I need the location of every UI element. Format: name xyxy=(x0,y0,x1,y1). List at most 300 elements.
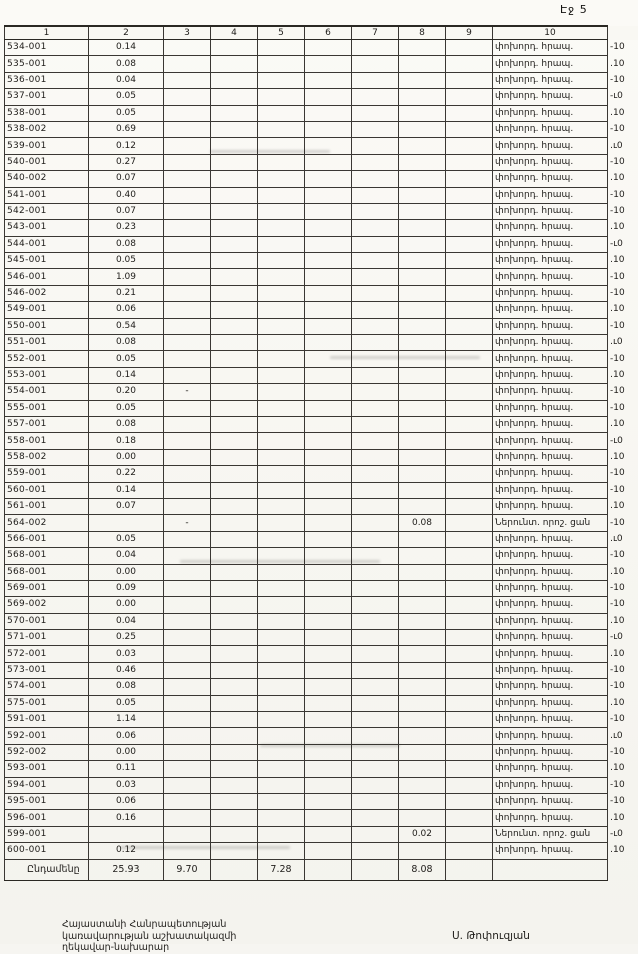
cell-value-col2: 0.00 xyxy=(89,744,164,760)
cell-col9 xyxy=(446,220,493,236)
header-row xyxy=(5,26,638,40)
cell-col4 xyxy=(211,744,258,760)
cell-value-col2: 0.18 xyxy=(89,433,164,449)
totals-col10 xyxy=(493,859,608,880)
cell-note: փոխորդ. հրապ. xyxy=(493,580,608,596)
cell-col5 xyxy=(258,449,305,465)
totals-col2: 25.93 xyxy=(89,859,164,880)
cell-note: փոխորդ. հրապ. xyxy=(493,253,608,269)
cell-col3 xyxy=(164,203,211,219)
cell-col6 xyxy=(305,744,352,760)
cell-value-col8 xyxy=(399,318,446,334)
cell-col4 xyxy=(211,580,258,596)
cell-value-col8 xyxy=(399,416,446,432)
cell-col5 xyxy=(258,318,305,334)
cell-col4 xyxy=(211,662,258,678)
cell-note: փոխորդ. հրապ. xyxy=(493,449,608,465)
cell-code: 540-001 xyxy=(5,154,89,170)
column-header-9: 9 xyxy=(446,26,493,40)
margin-mark: -10 xyxy=(608,40,638,56)
cell-col3 xyxy=(164,138,211,154)
cell-code: 570-001 xyxy=(5,613,89,629)
cell-value-col8 xyxy=(399,548,446,564)
cell-col9 xyxy=(446,613,493,629)
table-row xyxy=(5,630,638,646)
cell-col7 xyxy=(352,613,399,629)
margin-mark: ֊10 xyxy=(608,384,638,400)
cell-col5 xyxy=(258,416,305,432)
cell-note: փոխորդ. հրապ. xyxy=(493,712,608,728)
cell-note: փոխորդ. հրապ. xyxy=(493,777,608,793)
cell-note: փոխորդ. հրապ. xyxy=(493,679,608,695)
cell-col7 xyxy=(352,777,399,793)
cell-col9 xyxy=(446,285,493,301)
margin-mark: ․ւ0 xyxy=(608,335,638,351)
column-header-1: 1 xyxy=(5,26,89,40)
cell-col7 xyxy=(352,580,399,596)
table-row xyxy=(5,466,638,482)
cell-col4 xyxy=(211,531,258,547)
cell-value-col2: 0.22 xyxy=(89,466,164,482)
margin-mark: ․ւ0 xyxy=(608,728,638,744)
table-row xyxy=(5,154,638,170)
cell-col5 xyxy=(258,285,305,301)
cell-col4 xyxy=(211,40,258,56)
cell-col7 xyxy=(352,367,399,383)
table-row xyxy=(5,482,638,498)
table-row xyxy=(5,269,638,285)
cell-col4 xyxy=(211,843,258,859)
cell-col4 xyxy=(211,679,258,695)
cell-note: փոխորդ. հրապ. xyxy=(493,335,608,351)
cell-col7 xyxy=(352,154,399,170)
cell-col9 xyxy=(446,662,493,678)
cell-note: փոխորդ. հրապ. xyxy=(493,728,608,744)
cell-col5 xyxy=(258,482,305,498)
table-row xyxy=(5,416,638,432)
cell-value-col2: 0.08 xyxy=(89,236,164,252)
margin-mark xyxy=(608,859,638,880)
column-header-5: 5 xyxy=(258,26,305,40)
column-header-3: 3 xyxy=(164,26,211,40)
cell-value-col2: 0.00 xyxy=(89,597,164,613)
cell-value-col2: 1.09 xyxy=(89,269,164,285)
cell-col5 xyxy=(258,351,305,367)
cell-code: 537-001 xyxy=(5,89,89,105)
cell-col7 xyxy=(352,269,399,285)
margin-mark: -ւ0 xyxy=(608,630,638,646)
cell-col5 xyxy=(258,138,305,154)
cell-col3 xyxy=(164,253,211,269)
cell-value-col8 xyxy=(399,810,446,826)
cell-col3 xyxy=(164,712,211,728)
cell-col9 xyxy=(446,826,493,842)
table-row xyxy=(5,40,638,56)
cell-code: 538-001 xyxy=(5,105,89,121)
cell-note: Ներունտ. որոշ. ցան xyxy=(493,826,608,842)
column-header-6: 6 xyxy=(305,26,352,40)
cell-col6 xyxy=(305,400,352,416)
cell-col3 xyxy=(164,121,211,137)
cell-value-col8 xyxy=(399,564,446,580)
cell-col7 xyxy=(352,416,399,432)
cell-col3 xyxy=(164,318,211,334)
cell-col7 xyxy=(352,335,399,351)
cell-col4 xyxy=(211,826,258,842)
cell-value-col8 xyxy=(399,679,446,695)
cell-value-col8 xyxy=(399,580,446,596)
cell-value-col8 xyxy=(399,531,446,547)
cell-note: փոխորդ. հրապ. xyxy=(493,318,608,334)
cell-col4 xyxy=(211,89,258,105)
cell-col9 xyxy=(446,515,493,531)
cell-value-col8 xyxy=(399,285,446,301)
cell-code: 564-002 xyxy=(5,515,89,531)
cell-col4 xyxy=(211,613,258,629)
cell-col7 xyxy=(352,793,399,809)
cell-col4 xyxy=(211,302,258,318)
cell-col5 xyxy=(258,728,305,744)
cell-col3 xyxy=(164,810,211,826)
cell-col7 xyxy=(352,253,399,269)
cell-col4 xyxy=(211,105,258,121)
cell-value-col2: 0.05 xyxy=(89,89,164,105)
cell-col9 xyxy=(446,384,493,400)
cell-col3 xyxy=(164,89,211,105)
table-row xyxy=(5,335,638,351)
cell-col4 xyxy=(211,384,258,400)
cell-col9 xyxy=(446,793,493,809)
cell-col3 xyxy=(164,367,211,383)
cell-col6 xyxy=(305,498,352,514)
margin-mark: ․10 xyxy=(608,416,638,432)
table-row xyxy=(5,826,638,842)
margin-mark: ․10 xyxy=(608,56,638,72)
cell-value-col8 xyxy=(399,433,446,449)
cell-col4 xyxy=(211,203,258,219)
cell-col7 xyxy=(352,761,399,777)
cell-value-col8 xyxy=(399,613,446,629)
cell-col4 xyxy=(211,154,258,170)
cell-value-col8 xyxy=(399,646,446,662)
cell-value-col2: 0.07 xyxy=(89,203,164,219)
cell-col6 xyxy=(305,531,352,547)
cell-col3 xyxy=(164,72,211,88)
cell-col7 xyxy=(352,187,399,203)
cell-col9 xyxy=(446,761,493,777)
cell-col6 xyxy=(305,318,352,334)
table-row xyxy=(5,121,638,137)
cell-code: 538-002 xyxy=(5,121,89,137)
cell-col9 xyxy=(446,367,493,383)
cell-value-col2: 0.03 xyxy=(89,646,164,662)
cell-note: փոխորդ. հրապ. xyxy=(493,89,608,105)
cell-code: 544-001 xyxy=(5,236,89,252)
cell-col3 xyxy=(164,269,211,285)
margin-mark: ․10 xyxy=(608,449,638,465)
cell-col7 xyxy=(352,728,399,744)
cell-col4 xyxy=(211,777,258,793)
cell-col3 xyxy=(164,171,211,187)
margin-mark: ․10 xyxy=(608,564,638,580)
cell-col7 xyxy=(352,449,399,465)
margin-mark: ֊10 xyxy=(608,187,638,203)
cell-col5 xyxy=(258,531,305,547)
cell-col7 xyxy=(352,105,399,121)
cell-col7 xyxy=(352,482,399,498)
table-row xyxy=(5,515,638,531)
cell-col5 xyxy=(258,269,305,285)
cell-col9 xyxy=(446,121,493,137)
cell-col3 xyxy=(164,187,211,203)
table-row xyxy=(5,187,638,203)
cell-code: 535-001 xyxy=(5,56,89,72)
margin-mark: -10 xyxy=(608,318,638,334)
margin-mark: ֊10 xyxy=(608,72,638,88)
cell-col3 xyxy=(164,482,211,498)
cell-code: 543-001 xyxy=(5,220,89,236)
cell-note: փոխորդ. հրապ. xyxy=(493,613,608,629)
cell-code: 553-001 xyxy=(5,367,89,383)
cell-col4 xyxy=(211,712,258,728)
cell-col6 xyxy=(305,416,352,432)
cell-col6 xyxy=(305,630,352,646)
cell-col9 xyxy=(446,105,493,121)
cell-code: 560-001 xyxy=(5,482,89,498)
cell-col3 xyxy=(164,613,211,629)
cell-note: փոխորդ. հրապ. xyxy=(493,351,608,367)
cell-col5 xyxy=(258,400,305,416)
cell-note: փոխորդ. հրապ. xyxy=(493,466,608,482)
cell-col9 xyxy=(446,580,493,596)
cell-col5 xyxy=(258,302,305,318)
cell-col5 xyxy=(258,646,305,662)
footer-line-1: Հայաստանի Հանրապետության xyxy=(62,919,236,931)
cell-col5 xyxy=(258,105,305,121)
margin-mark: -10 xyxy=(608,203,638,219)
cell-value-col2 xyxy=(89,826,164,842)
table-row xyxy=(5,597,638,613)
cell-col7 xyxy=(352,302,399,318)
cell-value-col8 xyxy=(399,744,446,760)
totals-col9 xyxy=(446,859,493,880)
cell-value-col8 xyxy=(399,236,446,252)
cell-value-col2: 0.05 xyxy=(89,400,164,416)
margin-mark: ․10 xyxy=(608,302,638,318)
cell-col7 xyxy=(352,433,399,449)
cell-value-col2: 0.12 xyxy=(89,843,164,859)
cell-code: 540-002 xyxy=(5,171,89,187)
cell-col6 xyxy=(305,203,352,219)
cell-col5 xyxy=(258,56,305,72)
cell-col3 xyxy=(164,793,211,809)
cell-note: փոխորդ. հրապ. xyxy=(493,220,608,236)
cell-col4 xyxy=(211,400,258,416)
cell-value-col8 xyxy=(399,72,446,88)
cell-col4 xyxy=(211,630,258,646)
cell-code: 575-001 xyxy=(5,695,89,711)
cell-col5 xyxy=(258,203,305,219)
cell-col4 xyxy=(211,72,258,88)
margin-mark: ․10 xyxy=(608,220,638,236)
margin-mark: -10 xyxy=(608,548,638,564)
cell-code: 569-002 xyxy=(5,597,89,613)
totals-label: Ընդամենը xyxy=(5,859,89,880)
cell-code: 568-001 xyxy=(5,548,89,564)
cell-col4 xyxy=(211,335,258,351)
cell-value-col8 xyxy=(399,269,446,285)
cell-col7 xyxy=(352,384,399,400)
cell-col6 xyxy=(305,384,352,400)
totals-col7 xyxy=(352,859,399,880)
cell-col6 xyxy=(305,777,352,793)
cell-col3 xyxy=(164,843,211,859)
cell-col7 xyxy=(352,515,399,531)
cell-col6 xyxy=(305,679,352,695)
cell-col6 xyxy=(305,646,352,662)
cell-col4 xyxy=(211,793,258,809)
cell-col6 xyxy=(305,138,352,154)
cell-col6 xyxy=(305,843,352,859)
table-row xyxy=(5,171,638,187)
cell-col9 xyxy=(446,416,493,432)
cell-code: 555-001 xyxy=(5,400,89,416)
cell-code: 552-001 xyxy=(5,351,89,367)
cell-col5 xyxy=(258,712,305,728)
table-row xyxy=(5,793,638,809)
cell-code: 546-002 xyxy=(5,285,89,301)
cell-col3 xyxy=(164,40,211,56)
page-number: Էջ 5 xyxy=(560,3,588,16)
footer-line-3: ղեկավար-նախարար xyxy=(62,942,236,954)
cell-note: փոխորդ. հրապ. xyxy=(493,400,608,416)
cell-col3 xyxy=(164,826,211,842)
cell-code: 591-001 xyxy=(5,712,89,728)
cell-col6 xyxy=(305,171,352,187)
cell-col4 xyxy=(211,56,258,72)
cell-col9 xyxy=(446,777,493,793)
cell-value-col2: 0.00 xyxy=(89,449,164,465)
cell-value-col8 xyxy=(399,777,446,793)
cell-value-col8 xyxy=(399,138,446,154)
margin-mark: ․10 xyxy=(608,367,638,383)
cell-code: 539-001 xyxy=(5,138,89,154)
cell-col5 xyxy=(258,597,305,613)
cell-value-col8 xyxy=(399,302,446,318)
cell-value-col8 xyxy=(399,630,446,646)
cell-note: փոխորդ. հրապ. xyxy=(493,810,608,826)
cell-col3 xyxy=(164,630,211,646)
cell-col3 xyxy=(164,646,211,662)
cell-col3 xyxy=(164,580,211,596)
cell-col7 xyxy=(352,810,399,826)
cell-col4 xyxy=(211,548,258,564)
cell-col4 xyxy=(211,187,258,203)
cell-col7 xyxy=(352,56,399,72)
cell-value-col2: 0.00 xyxy=(89,564,164,580)
cell-note: փոխորդ. հրապ. xyxy=(493,367,608,383)
cell-col3 xyxy=(164,695,211,711)
cell-col7 xyxy=(352,121,399,137)
cell-col5 xyxy=(258,40,305,56)
data-table xyxy=(4,25,638,881)
cell-code: 566-001 xyxy=(5,531,89,547)
cell-value-col2: 0.05 xyxy=(89,531,164,547)
cell-note: փոխորդ. հրապ. xyxy=(493,744,608,760)
cell-value-col2: 0.25 xyxy=(89,630,164,646)
cell-col9 xyxy=(446,810,493,826)
margin-mark: ֊10 xyxy=(608,482,638,498)
cell-code: 542-001 xyxy=(5,203,89,219)
cell-code: 549-001 xyxy=(5,302,89,318)
cell-value-col2: 0.27 xyxy=(89,154,164,170)
margin-mark: -ւ0 xyxy=(608,433,638,449)
cell-value-col2: 0.09 xyxy=(89,580,164,596)
cell-value-col2: 0.07 xyxy=(89,171,164,187)
cell-col7 xyxy=(352,138,399,154)
cell-col3 xyxy=(164,154,211,170)
cell-col9 xyxy=(446,335,493,351)
cell-col4 xyxy=(211,236,258,252)
column-header-7: 7 xyxy=(352,26,399,40)
table-row xyxy=(5,679,638,695)
cell-value-col8 xyxy=(399,662,446,678)
cell-col4 xyxy=(211,367,258,383)
cell-code: 568-001 xyxy=(5,564,89,580)
cell-col9 xyxy=(446,498,493,514)
margin-mark: -10 xyxy=(608,515,638,531)
cell-col4 xyxy=(211,695,258,711)
table-row xyxy=(5,56,638,72)
cell-col9 xyxy=(446,138,493,154)
cell-col6 xyxy=(305,56,352,72)
cell-col4 xyxy=(211,482,258,498)
table-row xyxy=(5,351,638,367)
cell-col4 xyxy=(211,253,258,269)
cell-note: փոխորդ. հրապ. xyxy=(493,564,608,580)
cell-col4 xyxy=(211,515,258,531)
cell-note: փոխորդ. հրապ. xyxy=(493,72,608,88)
cell-col5 xyxy=(258,498,305,514)
cell-value-col2: 0.05 xyxy=(89,253,164,269)
cell-col9 xyxy=(446,269,493,285)
cell-col5 xyxy=(258,89,305,105)
margin-mark: -10 xyxy=(608,662,638,678)
cell-value-col8: 0.08 xyxy=(399,515,446,531)
cell-note: փոխորդ. հրապ. xyxy=(493,236,608,252)
cell-col4 xyxy=(211,269,258,285)
cell-col5 xyxy=(258,72,305,88)
cell-note: փոխորդ. հրապ. xyxy=(493,531,608,547)
cell-col3 xyxy=(164,416,211,432)
cell-value-col8 xyxy=(399,105,446,121)
margin-mark: -ւ0 xyxy=(608,89,638,105)
cell-value-col2: 0.06 xyxy=(89,793,164,809)
cell-col6 xyxy=(305,154,352,170)
cell-col9 xyxy=(446,203,493,219)
cell-col5 xyxy=(258,171,305,187)
cell-value-col2 xyxy=(89,515,164,531)
table-row xyxy=(5,580,638,596)
margin-mark: -10 xyxy=(608,744,638,760)
cell-col3 xyxy=(164,56,211,72)
cell-col7 xyxy=(352,220,399,236)
cell-col7 xyxy=(352,400,399,416)
cell-col9 xyxy=(446,630,493,646)
cell-col6 xyxy=(305,564,352,580)
cell-col9 xyxy=(446,564,493,580)
cell-col5 xyxy=(258,220,305,236)
